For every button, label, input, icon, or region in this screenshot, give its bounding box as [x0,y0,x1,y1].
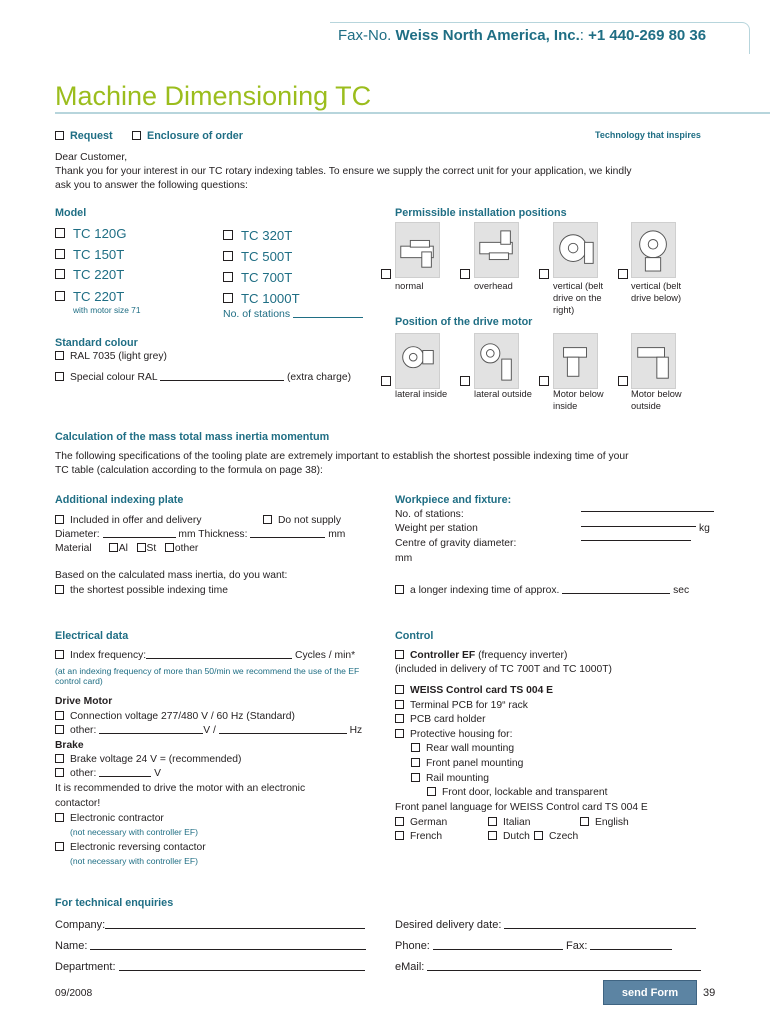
brake-other-field[interactable]: other: V [55,767,161,781]
mass-text-2: TC table (calculation according to the formula on page 38): [55,465,323,476]
enclosure-checkbox[interactable] [132,131,141,140]
housing-option[interactable]: Protective housing for: [395,728,512,742]
special-colour-field[interactable]: Special colour RAL (extra charge) [55,371,351,385]
motor-below-inside-checkbox[interactable] [539,376,549,386]
motor-lateral-outside-checkbox[interactable] [460,376,470,386]
language-dutch[interactable]: Dutch [488,830,530,844]
workpiece-gravity-label: Centre of gravity diameter: [395,538,517,549]
model-tc320t[interactable]: TC 320T [223,227,292,245]
model-tc700t[interactable]: TC 700T [223,269,292,287]
connection-voltage-option[interactable]: Connection voltage 277/480 V / 60 Hz (Standard) [55,710,295,724]
stations-field[interactable]: No. of stations [223,307,363,321]
model-heading: Model [55,207,87,219]
language-german[interactable]: German [395,816,447,830]
email-field[interactable]: eMail: [395,960,701,975]
language-label: Front panel language for WEISS Control card TS 004 E [395,802,648,813]
index-frequency-note: (at an indexing frequency of more than 50/min we recommend the use of the EF control card) [55,666,360,686]
drive-motor-label: Drive Motor [55,696,113,707]
motor-below-outside-checkbox[interactable] [618,376,628,386]
brake-voltage-option[interactable]: Brake voltage 24 V = (recommended) [55,753,241,767]
caption-overhead: overhead [474,281,513,291]
enclosure-option[interactable]: Enclosure of order [132,129,243,144]
request-option[interactable]: Request [55,129,113,144]
model-tc500t[interactable]: TC 500T [223,248,292,266]
installation-overhead-checkbox[interactable] [460,269,470,279]
salutation: Dear Customer, [55,152,128,163]
longer-indexing-option[interactable]: a longer indexing time of approx. sec [395,584,689,598]
caption-normal: normal [395,281,424,291]
installation-vertical-right-picture [553,222,598,278]
workpiece-stations-label: No. of stations: [395,509,464,520]
title-rule [55,112,770,114]
page-title: Machine Dimensioning TC [55,81,372,111]
electronic-contractor-option[interactable]: Electronic contractor [55,812,164,826]
caption-lateral-inside: lateral inside [395,389,448,399]
enquiries-heading: For technical enquiries [55,897,174,909]
language-english[interactable]: English [580,816,629,830]
company-field[interactable]: Company: [55,918,365,933]
workpiece-heading: Workpiece and fixture: [395,494,512,506]
installation-vertical-below-picture [631,222,676,278]
department-field[interactable]: Department: [55,960,365,975]
motor-lateral-outside-picture [474,333,519,389]
form-date: 09/2008 [55,988,93,999]
tagline: Technology that inspires [595,130,701,140]
workpiece-weight-label: Weight per station [395,523,478,534]
control-heading: Control [395,630,434,642]
model-tc220t[interactable]: TC 220T [55,266,124,284]
caption-vertical-below: vertical (belt drive below) [631,281,682,304]
rail-mounting-option[interactable]: Rail mounting [411,772,489,786]
workpiece-weight-input[interactable] [581,526,696,527]
motor-lateral-inside-picture [395,333,440,389]
plate-included-option[interactable]: Included in offer and delivery [55,514,201,528]
workpiece-gravity-input[interactable] [581,540,691,541]
installation-overhead-picture [474,222,519,278]
brake-label: Brake [55,740,84,751]
index-frequency-field[interactable]: Index frequency: Cycles / min* [55,649,355,663]
controller-ef-note: (included in delivery of TC 700T and TC 1000T) [395,664,612,675]
workpiece-mm-unit: mm [395,553,413,564]
colour-heading: Standard colour [55,337,138,349]
drive-motor-heading: Position of the drive motor [395,316,533,328]
plate-heading: Additional indexing plate [55,494,184,506]
language-czech[interactable]: Czech [534,830,578,844]
intro-line-1: Thank you for your interest in our TC rotary indexing tables. To ensure we supply the correct unit for your application, we kindly [55,166,632,177]
electrical-heading: Electrical data [55,630,129,642]
workpiece-stations-input[interactable] [581,511,714,512]
request-checkbox[interactable] [55,131,64,140]
installation-heading: Permissible installation positions [395,207,567,219]
front-panel-option[interactable]: Front panel mounting [411,757,523,771]
workpiece-kg-unit: kg [699,523,710,534]
installation-normal-picture [395,222,440,278]
controller-ef-option[interactable]: Controller EF (frequency inverter) [395,649,567,663]
name-field[interactable]: Name: [55,939,366,954]
phone-fax-field[interactable]: Phone: Fax: [395,939,672,954]
language-french[interactable]: French [395,830,442,844]
installation-vertical-below-checkbox[interactable] [618,269,628,279]
caption-motor-below-outside: Motor below outside [631,389,682,412]
plate-material-field[interactable]: Material Al St other [55,543,199,554]
contractor-note: (not necessary with controller EF) [70,827,198,837]
model-tc1000t[interactable]: TC 1000T [223,290,300,308]
page-number: 39 [703,987,716,999]
rear-wall-option[interactable]: Rear wall mounting [411,742,514,756]
motor-lateral-inside-checkbox[interactable] [381,376,391,386]
ral-7035-option[interactable]: RAL 7035 (light grey) [55,350,167,364]
model-tc150t[interactable]: TC 150T [55,246,124,264]
installation-vertical-right-checkbox[interactable] [539,269,549,279]
control-card-option[interactable]: WEISS Control card TS 004 E [395,684,553,698]
plate-not-supply-option[interactable]: Do not supply [263,514,341,528]
motor-size-note: with motor size 71 [73,305,141,315]
inertia-question: Based on the calculated mass inertia, do you want: [55,570,288,581]
mass-heading: Calculation of the mass total mass inertia momentum [55,431,330,443]
shortest-indexing-option[interactable]: the shortest possible indexing time [55,584,228,598]
reversing-contactor-option[interactable]: Electronic reversing contactor [55,841,206,855]
delivery-date-field[interactable]: Desired delivery date: [395,918,696,933]
motor-below-inside-picture [553,333,598,389]
recommendation-line-1: It is recommended to drive the motor with an electronic [55,783,306,794]
caption-motor-below-inside: Motor below inside [553,389,604,412]
motor-below-outside-picture [631,333,676,389]
caption-lateral-outside: lateral outside [474,389,532,399]
send-form-button[interactable]: send Form [603,980,697,1005]
front-door-option[interactable]: Front door, lockable and transparent [427,786,607,800]
language-italian[interactable]: Italian [488,816,530,830]
pcb-holder-option[interactable]: PCB card holder [395,713,486,727]
intro-line-2: ask you to answer the following questions: [55,180,248,191]
reversing-note: (not necessary with controller EF) [70,856,198,866]
model-tc220t-motor71[interactable]: TC 220T [55,288,124,306]
terminal-pcb-option[interactable]: Terminal PCB for 19“ rack [395,699,528,713]
fax-header: Fax-No. Weiss North America, Inc.: +1 440-269 80 36 [338,27,707,44]
model-tc120g[interactable]: TC 120G [55,225,127,243]
caption-vertical-right: vertical (belt drive on the right) [553,281,604,316]
plate-dimensions-field[interactable]: Diameter: mm Thickness: mm [55,529,346,540]
mass-text-1: The following specifications of the tooling plate are extremely important to establish the shortest possible indexing time of your [55,451,629,462]
recommendation-line-2: contactor! [55,798,101,809]
installation-normal-checkbox[interactable] [381,269,391,279]
other-voltage-field[interactable]: other: V / Hz [55,724,362,738]
